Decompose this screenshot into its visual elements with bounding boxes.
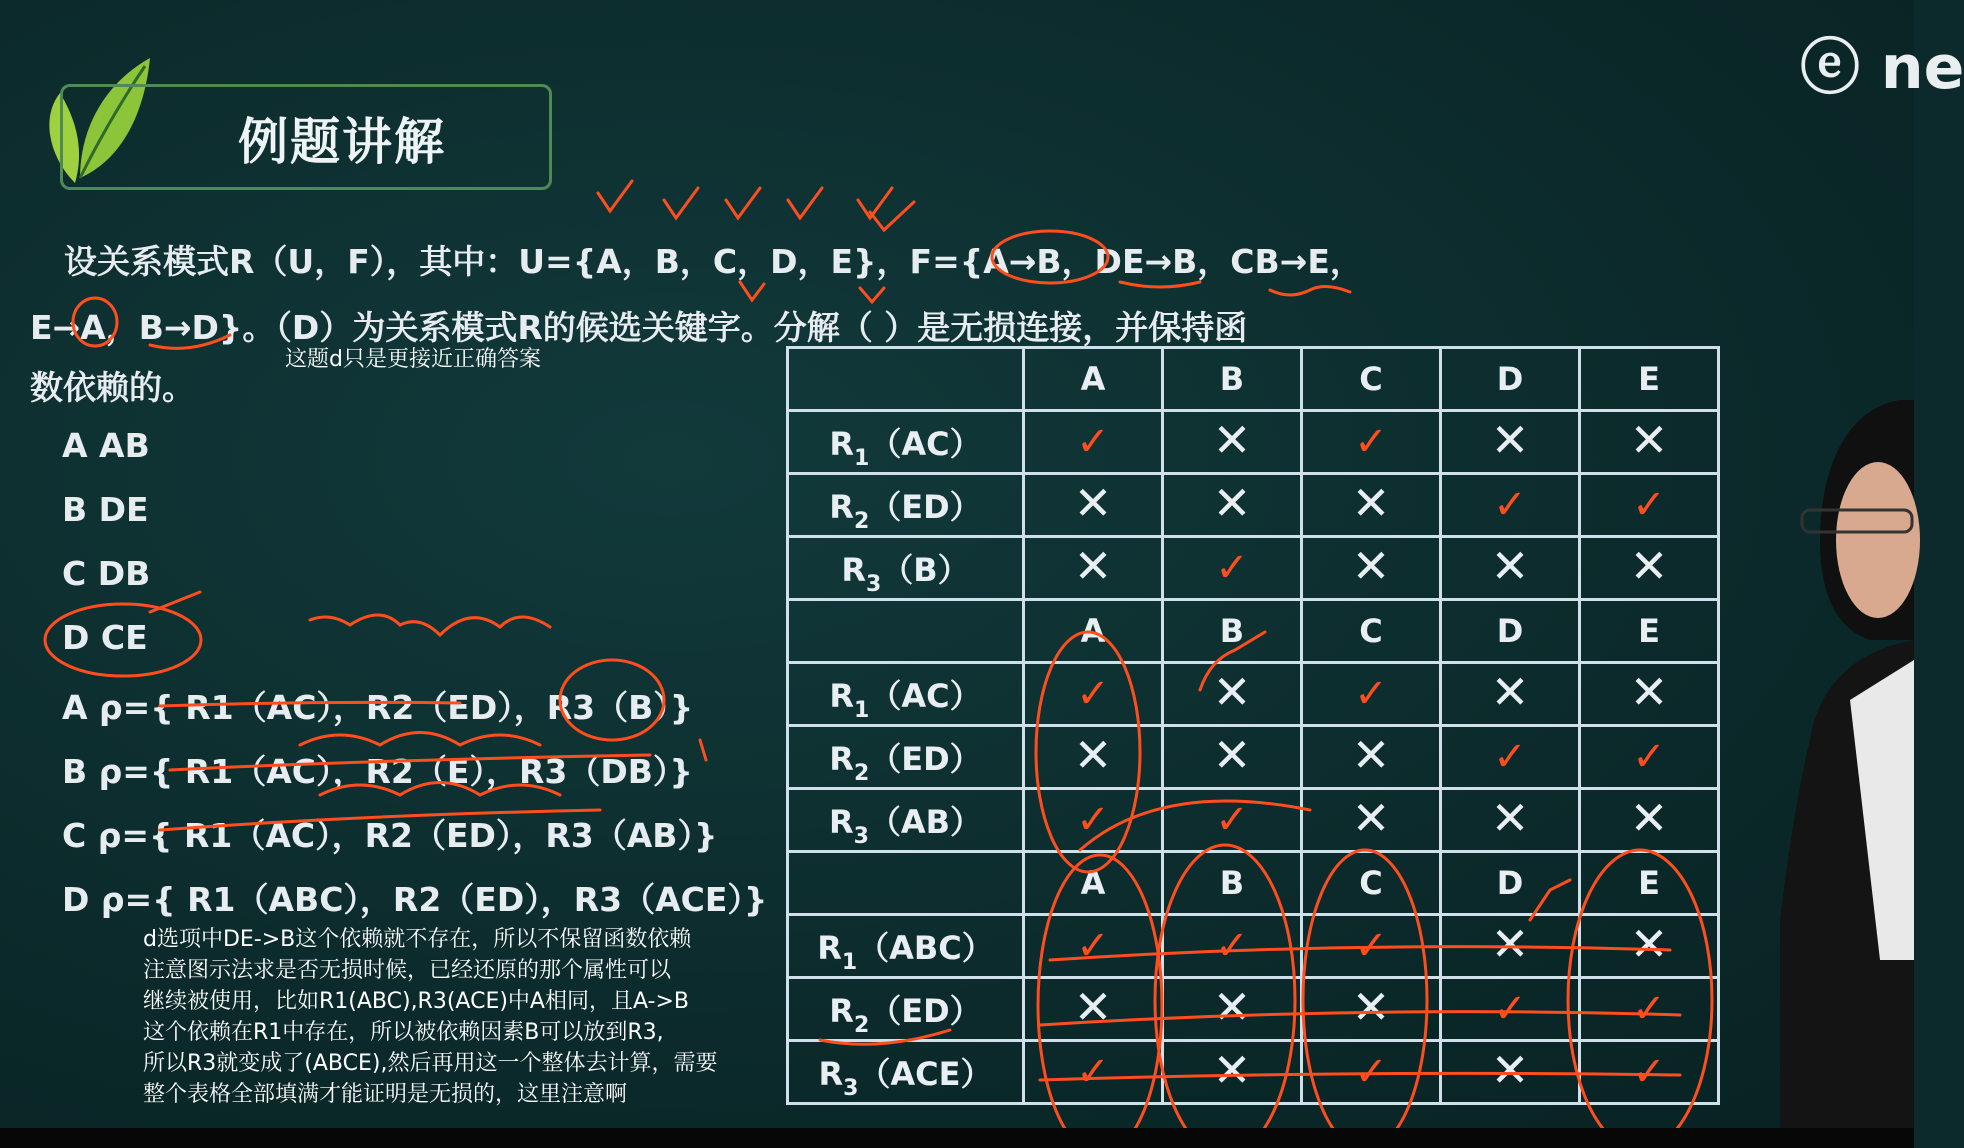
matrix-cell-cross [1024,978,1163,1041]
check-icon: ✓ [1076,418,1110,465]
check-mark-c [726,188,760,218]
matrix-row [788,474,1719,537]
matrix-row-label [788,978,1024,1041]
matrix-cell-check [1580,1041,1719,1104]
check-icon: ✓ [1354,670,1388,717]
matrix-cell-check [1302,663,1441,726]
matrix-row [788,789,1719,852]
matrix-row [788,537,1719,600]
relation-subscript: 2 [853,509,870,534]
check-icon: ✓ [1076,796,1110,843]
explanation-line: 注意图示法求是否无损时候，已经还原的那个属性可以 [143,958,672,983]
matrix-cell-cross [1163,1041,1302,1104]
cross-icon: ✕ [1490,1043,1530,1097]
decomposition-b: B ρ={ R1（AC），R2（E），R3（DB）} [62,752,693,791]
check-icon: ✓ [1632,1048,1666,1095]
check-icon: ✓ [1354,1048,1388,1095]
matrix-cell-check [1302,1041,1441,1104]
cross-icon: ✕ [1212,413,1252,467]
check-icon: ✓ [1632,733,1666,780]
matrix-cell-cross [1163,726,1302,789]
matrix-cell-cross [1302,978,1441,1041]
cross-icon: ✕ [1212,728,1252,782]
cross-icon: ✕ [1073,539,1113,593]
matrix-row-label [788,474,1024,537]
matrix-cell-cross [1024,726,1163,789]
matrix-header-row [788,600,1719,663]
cross-icon: ✕ [1351,980,1391,1034]
cross-icon: ✕ [1351,791,1391,845]
matrix-column-header: E [1580,348,1719,411]
matrix-column-header: C [1302,600,1441,663]
matrix-column-header: A [1024,348,1163,411]
question-line-2: E→A，B→D}。（D）为关系模式R的候选关键字。分解（ ）是无损连接，并保持函 [30,308,1248,347]
matrix-row-label [788,537,1024,600]
check-icon: ✓ [1354,922,1388,969]
matrix-row-label [788,411,1024,474]
check-icon: ✓ [1215,544,1249,591]
relation-name: R [829,488,854,526]
matrix-row [788,978,1719,1041]
tick-mark [740,282,764,300]
explanation-line: 整个表格全部填满才能证明是无损的，这里注意啊 [143,1082,628,1107]
question-line-3: 数依赖的。 [30,368,195,407]
relation-attributes: （AC） [869,677,982,715]
matrix-row [788,663,1719,726]
question-line-1: 设关系模式R（U，F），其中：U={A，B，C，D，E}，F={A→B，DE→B，CB→E， [64,242,1363,281]
matrix-header-row [788,852,1719,915]
matrix-column-header: B [1163,852,1302,915]
matrix-cell-cross [1302,726,1441,789]
decomposition-matrix [786,346,1720,1105]
section-title: 例题讲解 [238,113,446,171]
explanation-line: d选项中DE->B这个依赖就不存在，所以不保留函数依赖 [143,927,692,952]
matrix-cell-cross [1163,411,1302,474]
check-icon: ✓ [1215,922,1249,969]
cross-icon: ✕ [1490,539,1530,593]
matrix-cell-cross [1441,789,1580,852]
relation-name: R [829,677,855,715]
matrix-row [788,411,1719,474]
matrix-header-row [788,348,1719,411]
option-c: C DB [62,554,151,593]
tick-mark [700,740,706,760]
option-a: A AB [62,426,150,465]
relation-subscript: 3 [853,824,869,849]
matrix-row [788,1041,1719,1104]
check-icon: ✓ [1493,733,1527,780]
matrix-cell-check [1580,978,1719,1041]
matrix-cell-cross [1441,663,1580,726]
check-mark-option-d [150,592,200,612]
check-icon: ✓ [1493,985,1527,1032]
cross-icon: ✕ [1212,665,1252,719]
matrix-cell-cross [1580,915,1719,978]
cross-icon: ✕ [1629,791,1669,845]
check-icon: ✓ [1076,922,1110,969]
handwritten-note-d [310,615,550,635]
relation-attributes: （ABC） [857,929,994,967]
relation-attributes: （AB） [868,803,983,841]
matrix-cell-check [1024,1041,1163,1104]
matrix-cell-cross [1441,915,1580,978]
cross-icon: ✕ [1212,1043,1252,1097]
relation-attributes: （AC） [869,425,982,463]
matrix-row-label [788,915,1024,978]
matrix-column-header: E [1580,600,1719,663]
matrix-cell-check [1163,789,1302,852]
lecturer-figure [1780,400,1914,1128]
matrix-column-header: B [1163,600,1302,663]
matrix-cell-cross [1163,978,1302,1041]
matrix-cell-cross [1441,537,1580,600]
matrix-row [788,726,1719,789]
check-icon: ✓ [1354,418,1388,465]
matrix-cell-cross [1024,537,1163,600]
cross-icon: ✕ [1351,728,1391,782]
cross-icon: ✕ [1490,413,1530,467]
matrix-column-header: E [1580,852,1719,915]
decomposition-d: D ρ={ R1（ABC），R2（ED），R3（ACE）} [62,880,768,919]
matrix-cell-cross [1441,411,1580,474]
decomposition-c: C ρ={ R1（AC），R2（ED），R3（AB）} [62,816,718,855]
relation-subscript: 2 [853,1013,870,1038]
relation-name: R [817,929,842,967]
relation-subscript: 3 [865,572,882,597]
cross-icon: ✕ [1351,476,1391,530]
matrix-cell-check [1024,789,1163,852]
relation-attributes: （ED） [869,488,982,526]
relation-attributes: （ED） [869,992,982,1030]
relation-name: R [818,1055,844,1093]
matrix-cell-check [1302,915,1441,978]
cross-icon: ✕ [1073,476,1113,530]
matrix-cell-cross [1580,537,1719,600]
cross-icon: ✕ [1629,413,1669,467]
cross-icon: ✕ [1212,476,1252,530]
matrix-column-header: C [1302,348,1441,411]
matrix-corner-cell [788,348,1024,411]
relation-name: R [829,425,855,463]
matrix-row-label [788,1041,1024,1104]
explanation-line: 这个依赖在R1中存在，所以被依赖因素B可以放到R3, [143,1020,664,1045]
relation-name: R [829,992,854,1030]
matrix-column-header: B [1163,348,1302,411]
relation-name: R [841,551,866,589]
matrix-cell-cross [1580,663,1719,726]
matrix-column-header: D [1441,348,1580,411]
matrix-cell-check [1163,537,1302,600]
matrix-cell-cross [1302,789,1441,852]
cross-icon: ✕ [1629,917,1669,971]
relation-subscript: 2 [853,761,870,786]
handwritten-note-b [300,733,540,746]
matrix-cell-cross [1580,411,1719,474]
matrix-corner-cell [788,852,1024,915]
cross-icon: ✕ [1351,539,1391,593]
check-icon: ✓ [1632,985,1666,1032]
cross-icon: ✕ [1073,980,1113,1034]
matrix-row [788,915,1719,978]
matrix-cell-check [1580,474,1719,537]
matrix-cell-check [1163,915,1302,978]
matrix-cell-check [1441,978,1580,1041]
cross-icon: ✕ [1490,791,1530,845]
matrix-cell-check [1024,663,1163,726]
matrix-cell-check [1441,474,1580,537]
relation-name: R [829,740,854,778]
relation-subscript: 1 [854,698,870,723]
matrix-column-header: A [1024,852,1163,915]
explanation-line: 所以R3就变成了(ABCE),然后再用这一个整体去计算，需要 [143,1051,718,1076]
question-annotation: 这题d只是更接近正确答案 [285,347,541,372]
matrix-cell-check [1024,411,1163,474]
cross-icon: ✕ [1212,980,1252,1034]
relation-subscript: 1 [854,446,870,471]
option-b: B DE [62,490,149,529]
matrix-cell-check [1580,726,1719,789]
matrix-cell-cross [1163,474,1302,537]
matrix-row-label [788,663,1024,726]
explanation-line: 继续被使用，比如R1(ABC),R3(ACE)中A相同，且A->B [143,989,690,1014]
matrix-column-header: D [1441,600,1580,663]
check-mark-f [870,202,914,230]
check-icon: ✓ [1076,670,1110,717]
check-mark-e [858,188,892,218]
matrix-row-label [788,726,1024,789]
check-icon: ✓ [1632,481,1666,528]
matrix-cell-cross [1024,474,1163,537]
matrix-column-header: D [1441,852,1580,915]
explanation-note [143,924,803,1110]
matrix-cell-cross [1302,474,1441,537]
matrix-cell-check [1441,726,1580,789]
check-mark-a [598,181,632,211]
relation-attributes: （B） [881,551,970,589]
option-d: D CE [62,618,148,657]
relation-subscript: 1 [841,950,858,975]
video-bottom-bar [0,1128,1914,1148]
decomposition-a: A ρ={ R1（AC），R2（ED），R3（B）} [62,688,694,727]
matrix-row-label [788,789,1024,852]
relation-name: R [828,803,854,841]
matrix-column-header: A [1024,600,1163,663]
check-icon: ✓ [1076,1048,1110,1095]
tick-mark [860,288,884,302]
matrix-cell-cross [1580,789,1719,852]
cross-icon: ✕ [1629,539,1669,593]
check-icon: ✓ [1493,481,1527,528]
matrix-cell-cross [1441,1041,1580,1104]
relation-attributes: （ACE） [858,1055,993,1093]
relation-subscript: 3 [843,1076,859,1101]
check-icon: ✓ [1215,796,1249,843]
matrix-cell-cross [1302,537,1441,600]
underline-cb-e [1270,286,1350,295]
check-mark-b [664,188,698,218]
relation-attributes: （ED） [869,740,982,778]
matrix-corner-cell [788,600,1024,663]
brand-logo: ⓔ ne [1800,33,1964,103]
cross-icon: ✕ [1490,917,1530,971]
cross-icon: ✕ [1490,665,1530,719]
cross-icon: ✕ [1629,665,1669,719]
cross-icon: ✕ [1073,728,1113,782]
matrix-column-header: C [1302,852,1441,915]
check-mark-d [788,188,822,218]
matrix-cell-check [1302,411,1441,474]
matrix-cell-check [1024,915,1163,978]
matrix-cell-cross [1163,663,1302,726]
